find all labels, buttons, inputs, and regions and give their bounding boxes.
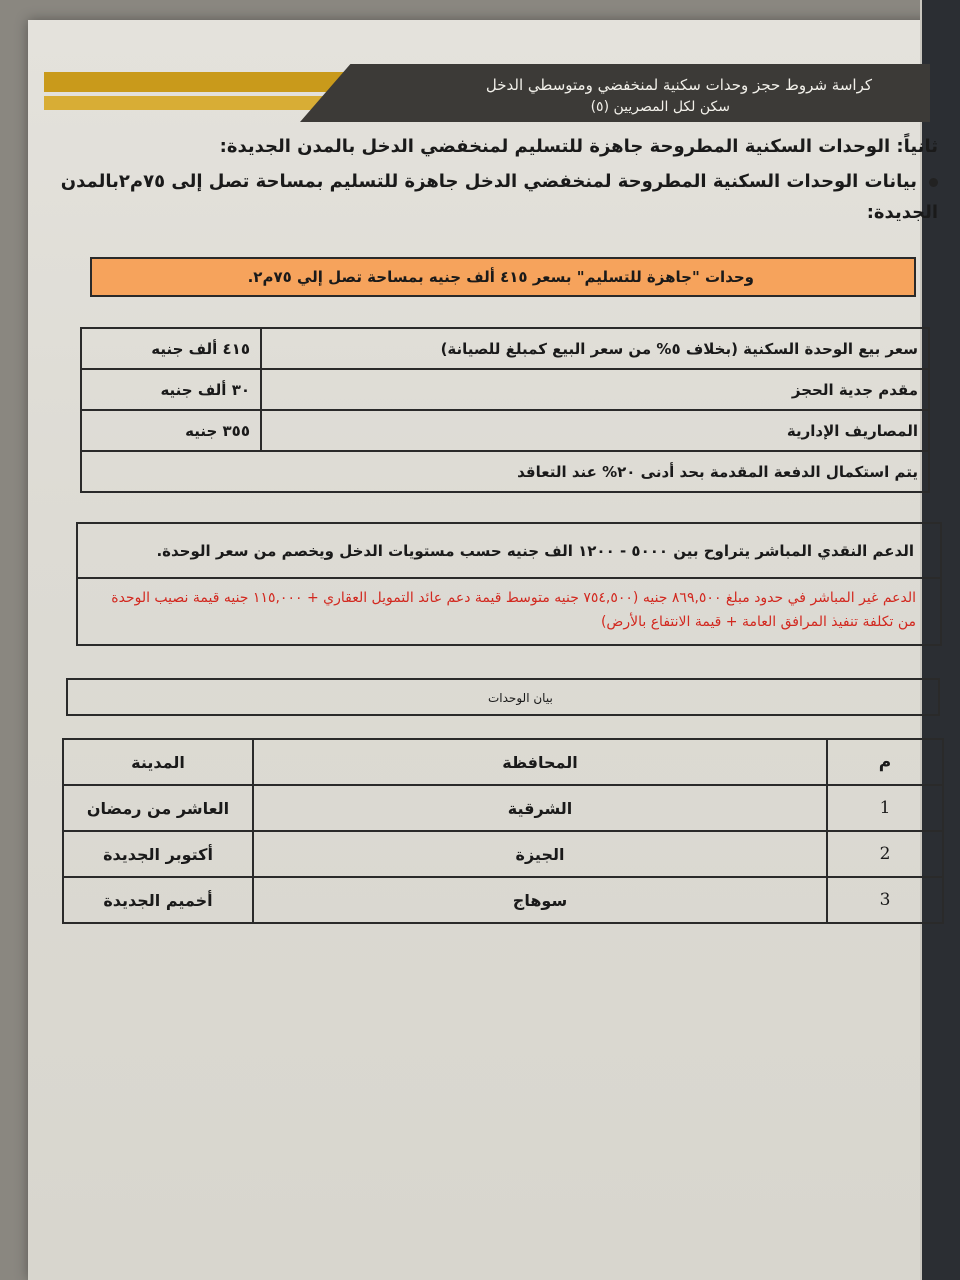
- col-governorate-header: المحافظة: [253, 739, 827, 785]
- table-row: [63, 785, 943, 831]
- units-table: [62, 738, 944, 924]
- table-row: [81, 369, 929, 410]
- units-title-bar: [66, 678, 940, 716]
- deposit-value: ٣٠ ألف جنيه: [81, 369, 261, 410]
- admin-fees-value: ٣٥٥ جنيه: [81, 410, 261, 451]
- table-row: [63, 877, 943, 923]
- table-row: [81, 410, 929, 451]
- units-title: بيان الوحدات: [488, 691, 553, 705]
- ready-units-banner-text: وحدات "جاهزة للتسليم" بسعر ٤١٥ ألف جنيه بمساحة تصل إلي ٧٥م٢.: [247, 268, 754, 286]
- row-num: 1: [827, 785, 943, 831]
- bullet-icon: [929, 178, 938, 187]
- row-governorate: الشرقية: [253, 785, 827, 831]
- row-num: 2: [827, 831, 943, 877]
- table-header-row: [63, 739, 943, 785]
- table-row: [81, 328, 929, 369]
- bullet-text: بيانات الوحدات السكنية المطروحة لمنخفضي الدخل جاهزة للتسليم بمساحة تصل إلى ٧٥م٢بالمدن الجديدة:: [60, 171, 938, 223]
- ready-units-banner: [90, 257, 916, 297]
- support-box: [76, 522, 942, 646]
- col-num-header: م: [827, 739, 943, 785]
- row-governorate: الجيزة: [253, 831, 827, 877]
- header-title: كراسة شروط حجز وحدات سكنية لمنخفضي ومتوسطي الدخل: [485, 76, 872, 94]
- deposit-label: مقدم جدية الحجز: [261, 369, 929, 410]
- admin-fees-label: المصاريف الإدارية: [261, 410, 929, 451]
- direct-support-row: [78, 524, 940, 579]
- col-city-header: المدينة: [63, 739, 253, 785]
- section-heading: ثانياً: الوحدات السكنية المطروحة جاهزة للتسليم لمنخفضي الدخل بالمدن الجديدة:: [219, 136, 938, 157]
- direct-support-text: الدعم النقدي المباشر يتراوح بين ٥٠٠٠ - ١٢٠٠ الف جنيه حسب مستويات الدخل ويخصم من سعر الوحدة.: [156, 542, 914, 560]
- header-subtitle: سكن لكل المصريين (٥): [590, 99, 730, 115]
- price-table: [80, 327, 930, 493]
- row-city: العاشر من رمضان: [63, 785, 253, 831]
- row-city: أخميم الجديدة: [63, 877, 253, 923]
- price-value: ٤١٥ ألف جنيه: [81, 328, 261, 369]
- row-num: 3: [827, 877, 943, 923]
- down-payment-note: يتم استكمال الدفعة المقدمة بحد أدنى ٢٠% عند التعاقد: [81, 451, 929, 492]
- table-row: [81, 451, 929, 492]
- price-label: سعر بيع الوحدة السكنية (بخلاف ٥% من سعر البيع كمبلغ للصيانة): [261, 328, 929, 369]
- row-governorate: سوهاج: [253, 877, 827, 923]
- section-bullet: [58, 166, 938, 228]
- indirect-support-text: الدعم غير المباشر في حدود مبلغ ٨٦٩,٥٠٠ جنيه (٧٥٤,٥٠٠ جنيه متوسط قيمة دعم عائد التمويل العقاري + ١١٥,٠٠٠ جنيه قيمة نصيب الوحدة من تكلفة تنفيذ المرافق العامة + قيمة الانتفاع بالأرض): [111, 590, 916, 630]
- row-city: أكتوبر الجديدة: [63, 831, 253, 877]
- table-row: [63, 831, 943, 877]
